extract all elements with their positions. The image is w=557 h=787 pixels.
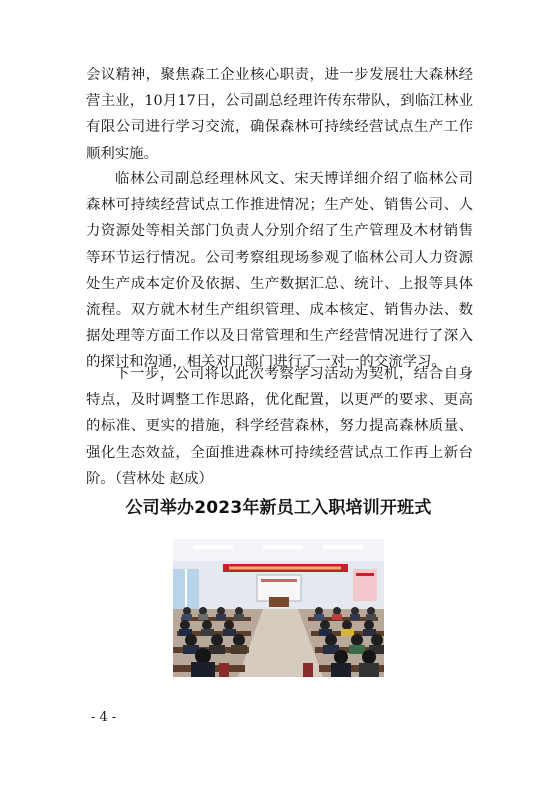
ceiling-light	[323, 545, 363, 549]
ceiling-light	[193, 545, 233, 549]
ceiling-light	[263, 545, 303, 549]
paragraph-1-text: 会议精神，聚焦森工企业核心职责，进一步发展壮大森林经营主业，10月17日，公司副总经理许传东带队，到临江林业有限公司进行学习交流，确保森林可持续经营试点生产工作顺利实施。	[86, 67, 473, 162]
article-heading: 公司举办2023年新员工入职培训开班式	[125, 498, 432, 518]
training-photo	[173, 539, 384, 677]
paragraph-1	[86, 62, 473, 167]
podium	[269, 597, 289, 607]
paragraph-3-text: 下一步，公司将以此次考察学习活动为契机，结合自身特点，及时调整工作思路，优化配置，以更严的要求、更高的标准、更实的措施，科学经营森林，努力提高森林质量、强化生态效益，全面推进森林可持续经营试点工作再上新台阶。（营林处 赵成）	[86, 366, 473, 487]
paragraph-3	[86, 361, 473, 492]
paragraph-2-text: 临林公司副总经理林风文、宋天博详细介绍了临林公司森林可持续经营试点工作推进情况；生产处、销售公司、人力资源处等相关部门负责人分别介绍了生产管理及木材销售等环节运行情况。公司考察组现场参观了临林公司人力资源处生产成本定价及依据、生产数据汇总、统计、上报等具体流程。双方就木材生产组织管理、成本核定、销售办法、数据处理等方面工作以及日常管理和生产经营情况进行了深入的探讨和沟通，相关对口部门进行了一对一的交流学习。	[86, 171, 473, 371]
ceiling	[173, 539, 384, 561]
page-number: - 4 -	[91, 710, 117, 725]
paragraph-2	[86, 166, 473, 376]
classroom-photo-illustration	[173, 539, 384, 677]
